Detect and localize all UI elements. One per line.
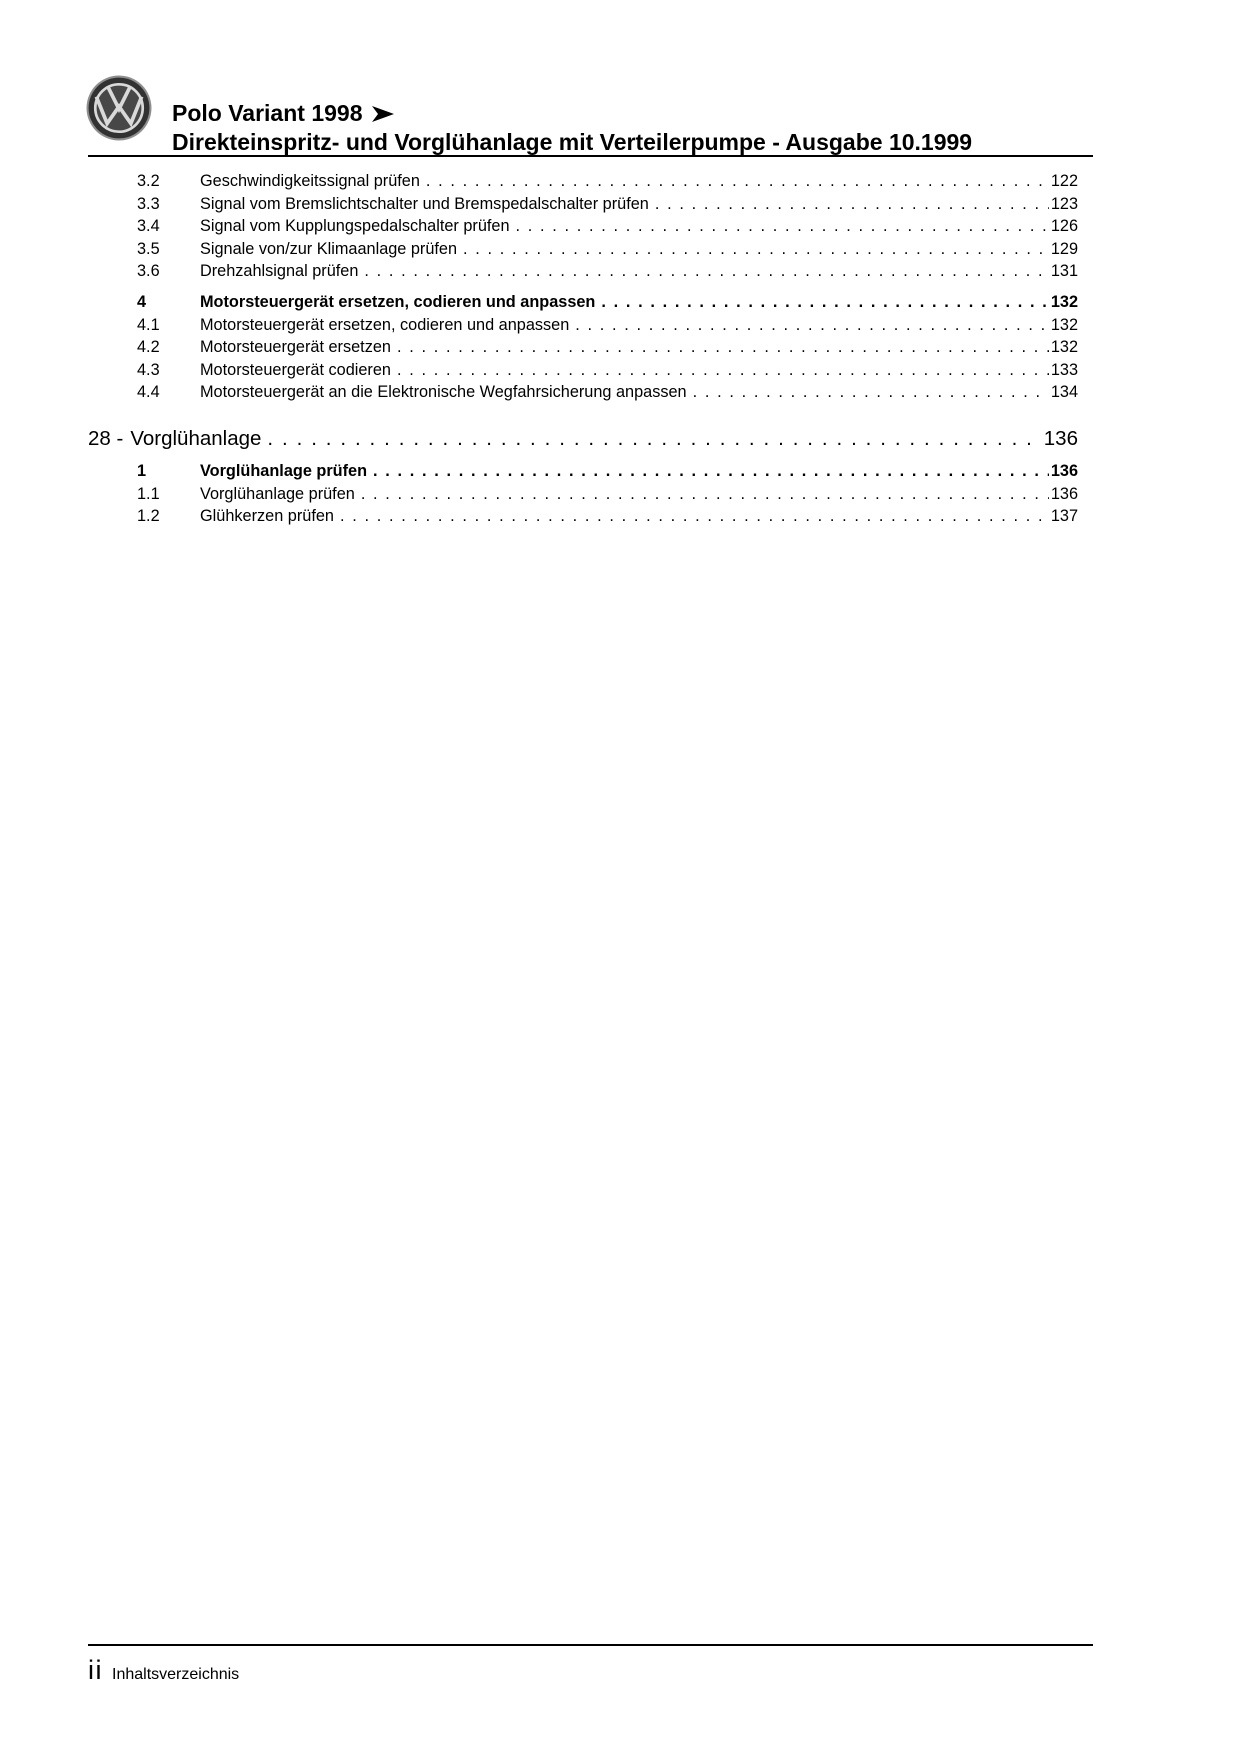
toc-entry-title: Signal vom Kupplungspedalschalter prüfen (200, 217, 510, 236)
toc-entry-page: 132 (1050, 338, 1078, 357)
toc-entry-title: Glühkerzen prüfen (200, 507, 334, 526)
toc-entry-number: 1.1 (137, 484, 160, 503)
toc-entry-number: 3.2 (137, 172, 160, 190)
toc-entry-title: Drehzahlsignal prüfen (200, 262, 359, 281)
toc-entry-row (88, 381, 1093, 404)
toc-dot-leader (364, 260, 1048, 283)
toc-entry-page: 136 (1043, 426, 1078, 450)
toc-entry-row (88, 170, 1093, 193)
toc-entry-title: Signal vom Bremslichtschalter und Bremspedalschalter prüfen (200, 194, 649, 213)
toc-entry-title: Motorsteuergerät codieren (200, 360, 391, 379)
toc-dot-leader (601, 291, 1048, 314)
toc-section-row (88, 425, 1093, 452)
toc-entry-number: 3.3 (137, 194, 160, 213)
header-doc-title: Direkteinspritz- und Vorglühanlage mit Verteilerpumpe - Ausgabe 10.1999 (172, 129, 973, 155)
toc-entry-title: Motorsteuergerät an die Elektronische Wegfahrsicherung anpassen (200, 383, 687, 402)
page-header-text (172, 99, 972, 157)
toc-dot-leader (575, 314, 1049, 337)
toc-entry-row (88, 238, 1093, 261)
footer-page-number: ii (88, 1655, 103, 1685)
toc-entry-page: 134 (1050, 383, 1078, 402)
toc-entry-page: 131 (1050, 262, 1078, 281)
toc-dot-leader (655, 193, 1049, 216)
toc-entry-row (88, 359, 1093, 382)
toc-dot-leader (426, 170, 1049, 193)
toc-dot-leader (267, 425, 1041, 452)
vw-roundel-logo (86, 74, 152, 142)
header-divider-rule (88, 155, 1093, 157)
toc-entry-number: 4.1 (137, 315, 160, 334)
toc-dot-leader (516, 215, 1049, 238)
toc-entry-page: 132 (1050, 315, 1078, 334)
toc-entry-row (88, 260, 1093, 283)
toc-entry-title: Motorsteuergerät ersetzen, codieren und anpassen (200, 292, 596, 311)
footer-divider-rule (88, 1644, 1093, 1646)
toc-dot-leader (340, 505, 1049, 528)
toc-entry-page: 129 (1050, 239, 1078, 258)
toc-dot-leader (361, 483, 1049, 506)
right-arrowhead-icon (372, 106, 394, 122)
toc-entry-row (88, 193, 1093, 216)
vw-logo-icon (86, 74, 152, 142)
toc-entry-row (88, 483, 1093, 506)
toc-entry-page: 132 (1050, 292, 1078, 311)
toc-entry-number: 4 (137, 292, 147, 311)
toc-entry-number: 1.2 (137, 507, 160, 526)
toc-entry-row (88, 314, 1093, 337)
toc-entry-number: 4.4 (137, 383, 160, 402)
toc-entry-title: Motorsteuergerät ersetzen, codieren und anpassen (200, 315, 570, 334)
toc-entry-row (88, 505, 1093, 528)
toc-dot-leader (373, 460, 1049, 483)
toc-entry-number: 3.4 (137, 217, 160, 236)
toc-dot-leader (397, 336, 1049, 359)
toc-entry-row (88, 291, 1093, 314)
toc-entry-number: 3.6 (137, 262, 160, 281)
toc-entry-title: Vorglühanlage prüfen (200, 484, 355, 503)
toc-entry-title: Vorglühanlage prüfen (200, 461, 368, 480)
toc-entry-number: 3.5 (137, 239, 160, 258)
toc-entry-page: 122 (1050, 172, 1078, 190)
toc-entry-page: 126 (1050, 217, 1078, 236)
footer-section-label: Inhaltsverzeichnis (112, 1666, 240, 1683)
toc-entry-page: 136 (1050, 484, 1078, 503)
toc-entry-number: 4.3 (137, 360, 160, 379)
toc-entry-page: 133 (1050, 360, 1078, 379)
toc-entry-page: 136 (1050, 461, 1078, 480)
toc-entry-title: Vorglühanlage (130, 426, 262, 450)
toc-dot-leader (463, 238, 1049, 261)
toc-entry-title: Motorsteuergerät ersetzen (200, 338, 391, 357)
toc-entry-page: 123 (1050, 194, 1078, 213)
page-footer (88, 1655, 239, 1685)
toc-entry-number: 28 - (88, 426, 124, 450)
header-model-title: Polo Variant 1998 (172, 100, 363, 126)
toc-entry-row (88, 460, 1093, 483)
toc-entry-number: 4.2 (137, 338, 160, 357)
toc-dot-leader (397, 359, 1049, 382)
toc-entry-page: 137 (1050, 507, 1078, 526)
toc-entry-row (88, 215, 1093, 238)
toc-entry-number: 1 (137, 461, 147, 480)
header-model-line (172, 99, 972, 128)
toc-dot-leader (693, 381, 1049, 404)
toc-entry-row (88, 336, 1093, 359)
toc-entry-title: Signale von/zur Klimaanlage prüfen (200, 239, 458, 258)
toc-entry-title: Geschwindigkeitssignal prüfen (200, 172, 420, 190)
toc-list (88, 170, 1093, 528)
